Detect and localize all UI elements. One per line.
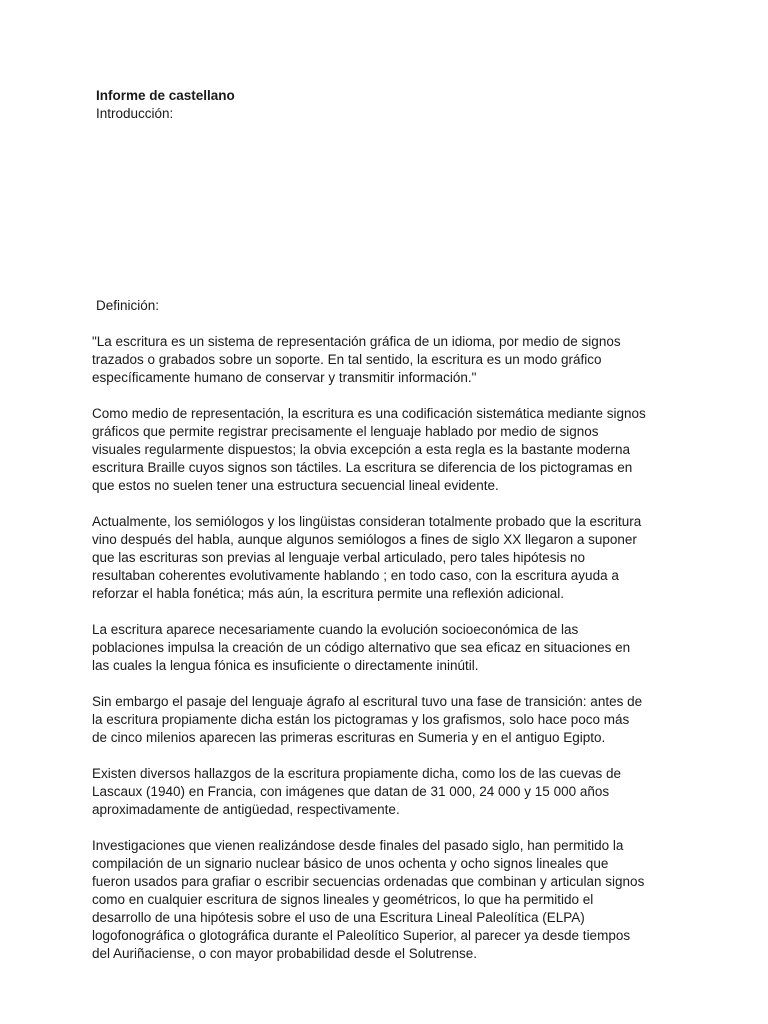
- definition-heading: Definición:: [96, 298, 160, 313]
- paragraph: Como medio de representación, la escritura es una codificación sistemática mediante signos gráficos que permite registrar precisamente el lenguaje hablado por medio de signos visuales regularmente dispuestos; la obvia excepción a esta regla es la bastante moderna escritura Braille cuyos signos son táctiles. La escritura se diferencia de los pictogramas en que estos no suelen tener una estructura secuencial lineal evidente.: [92, 406, 646, 493]
- paragraph: Existen diversos hallazgos de la escritura propiamente dicha, como los de las cuevas de Lascaux (1940) en Francia, con imágenes que datan de 31 000, 24 000 y 15 000 años aproximadamente de antigüedad, respectivamente.: [92, 766, 622, 817]
- document-title: Informe de castellano: [96, 88, 235, 103]
- paragraph: Actualmente, los semiólogos y los lingüistas consideran totalmente probado que la escritura vino después del habla, aunque algunos semiólogos a fines de siglo XX llegaron a suponer que las escrituras son previas al lenguaje verbal articulado, pero tales hipótesis no resultaban coherentes evolutivamente hablando ; en todo caso, con la escritura ayuda a reforzar el habla fonética; más aún, la escritura permite una reflexión adicional.: [92, 514, 642, 601]
- paragraph: La escritura aparece necesariamente cuando la evolución socioeconómica de las poblaciones impulsa la creación de un código alternativo que sea eficaz en situaciones en las cuales la lengua fónica es insuficiente o directamente ininútil.: [92, 622, 631, 673]
- definition-quote: "La escritura es un sistema de representación gráfica de un idioma, por medio de signos trazados o grabados sobre un soporte. En tal sentido, la escritura es un modo gráfico específicamente humano de conservar y transmitir información.": [92, 334, 621, 385]
- paragraph: Sin embargo el pasaje del lenguaje ágrafo al escritural tuvo una fase de transición: antes de la escritura propiamente dicha están los pictogramas y los grafismos, solo hace poco más de cinco milenios aparecen las primeras escrituras en Sumeria y en el antiguo Egipto.: [92, 694, 643, 745]
- introduction-heading: Introducción:: [96, 106, 174, 121]
- paragraph: Investigaciones que vienen realizándose desde finales del pasado siglo, han permitido la compilación de un signario nuclear básico de unos ochenta y ocho signos lineales que fueron usados para grafiar o escribir secuencias ordenadas que combinan y articulan signos como en cualquier escritura de signos lineales y geométricos, lo que ha permitido el desarrollo de una hipótesis sobre el uso de una Escritura Lineal Paleolítica (ELPA) logofonográfica o glotográfica durante el Paleolítico Superior, al parecer ya desde tiempos del Auriñaciense, o con mayor probabilidad desde el Solutrense.: [92, 838, 645, 961]
- document-body: [92, 297, 682, 981]
